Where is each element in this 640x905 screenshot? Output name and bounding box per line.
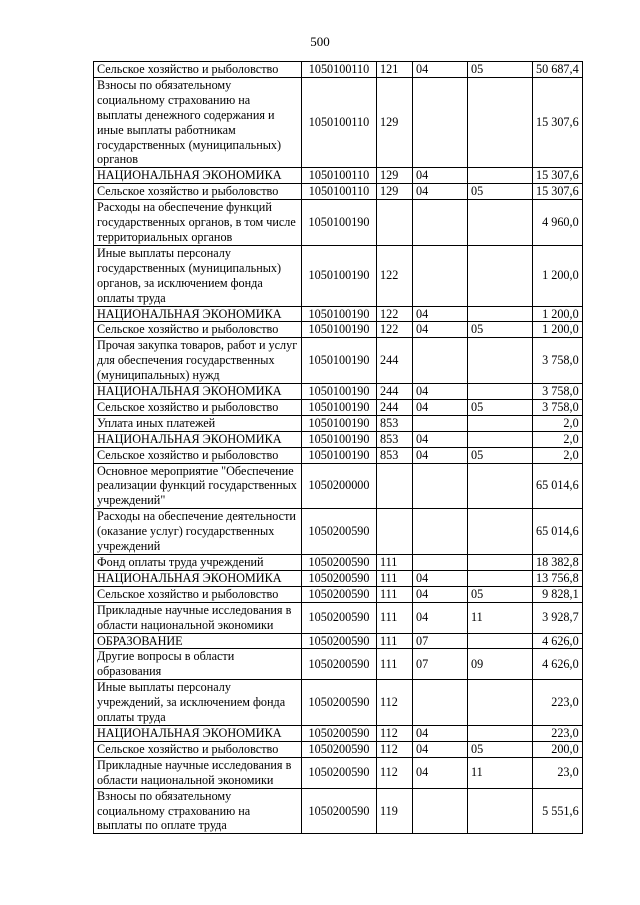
row-section-cell: 04: [413, 168, 468, 184]
table-row: [94, 649, 583, 680]
row-amount-cell: 65 014,6: [533, 509, 583, 555]
row-amount-cell: 4 626,0: [533, 633, 583, 649]
row-amount-cell: 23,0: [533, 757, 583, 788]
row-subsection-cell: [468, 384, 533, 400]
row-subsection-cell: [468, 306, 533, 322]
row-section-cell: 04: [413, 306, 468, 322]
row-amount-cell: 223,0: [533, 725, 583, 741]
row-amount-cell: 13 756,8: [533, 570, 583, 586]
row-subsection-cell: [468, 168, 533, 184]
row-code-cell: 1050100190: [302, 447, 377, 463]
row-name-cell: НАЦИОНАЛЬНАЯ ЭКОНОМИКА: [94, 725, 302, 741]
table-row: [94, 463, 583, 509]
row-section-cell: [413, 200, 468, 246]
row-expense-type-cell: 853: [377, 415, 413, 431]
row-subsection-cell: [468, 555, 533, 571]
row-name-cell: Сельское хозяйство и рыболовство: [94, 741, 302, 757]
row-subsection-cell: [468, 725, 533, 741]
budget-table-body: [94, 62, 583, 834]
table-row: [94, 245, 583, 306]
table-row: [94, 431, 583, 447]
row-code-cell: 1050100110: [302, 77, 377, 167]
row-code-cell: 1050200590: [302, 725, 377, 741]
row-code-cell: 1050200590: [302, 555, 377, 571]
row-expense-type-cell: 129: [377, 168, 413, 184]
table-row: [94, 757, 583, 788]
row-section-cell: [413, 338, 468, 384]
table-row: [94, 322, 583, 338]
table-row: [94, 77, 583, 167]
row-expense-type-cell: 122: [377, 245, 413, 306]
row-code-cell: 1050200590: [302, 741, 377, 757]
table-row: [94, 168, 583, 184]
row-subsection-cell: 11: [468, 602, 533, 633]
row-code-cell: 1050100110: [302, 168, 377, 184]
table-row: [94, 447, 583, 463]
row-subsection-cell: [468, 200, 533, 246]
table-row: [94, 788, 583, 834]
table-row: [94, 555, 583, 571]
row-amount-cell: 50 687,4: [533, 62, 583, 78]
row-expense-type-cell: [377, 200, 413, 246]
row-amount-cell: 3 758,0: [533, 338, 583, 384]
table-row: [94, 741, 583, 757]
row-amount-cell: 4 960,0: [533, 200, 583, 246]
row-subsection-cell: 11: [468, 757, 533, 788]
row-name-cell: Расходы на обеспечение деятельности (оказание услуг) государственных учреждений: [94, 509, 302, 555]
row-code-cell: 1050200590: [302, 570, 377, 586]
row-subsection-cell: [468, 509, 533, 555]
row-expense-type-cell: 244: [377, 338, 413, 384]
row-expense-type-cell: 112: [377, 757, 413, 788]
row-name-cell: НАЦИОНАЛЬНАЯ ЭКОНОМИКА: [94, 570, 302, 586]
row-expense-type-cell: [377, 463, 413, 509]
row-name-cell: НАЦИОНАЛЬНАЯ ЭКОНОМИКА: [94, 306, 302, 322]
row-subsection-cell: 09: [468, 649, 533, 680]
row-amount-cell: 2,0: [533, 431, 583, 447]
row-subsection-cell: 05: [468, 322, 533, 338]
row-expense-type-cell: 112: [377, 680, 413, 726]
row-name-cell: Уплата иных платежей: [94, 415, 302, 431]
row-name-cell: НАЦИОНАЛЬНАЯ ЭКОНОМИКА: [94, 384, 302, 400]
row-name-cell: Иные выплаты персоналу государственных (муниципальных) органов, за исключением фонда оплаты труда: [94, 245, 302, 306]
row-code-cell: 1050100190: [302, 306, 377, 322]
row-expense-type-cell: 111: [377, 602, 413, 633]
row-code-cell: 1050200590: [302, 633, 377, 649]
row-section-cell: [413, 463, 468, 509]
row-code-cell: 1050100110: [302, 184, 377, 200]
row-code-cell: 1050100190: [302, 245, 377, 306]
row-code-cell: 1050200590: [302, 757, 377, 788]
row-amount-cell: 1 200,0: [533, 322, 583, 338]
row-section-cell: 04: [413, 184, 468, 200]
row-code-cell: 1050200590: [302, 788, 377, 834]
table-row: [94, 415, 583, 431]
row-section-cell: [413, 245, 468, 306]
row-subsection-cell: [468, 415, 533, 431]
row-name-cell: Основное мероприятие "Обеспечение реализации функций государственных учреждений": [94, 463, 302, 509]
row-name-cell: Сельское хозяйство и рыболовство: [94, 447, 302, 463]
row-code-cell: 1050200590: [302, 649, 377, 680]
row-amount-cell: 200,0: [533, 741, 583, 757]
row-subsection-cell: [468, 77, 533, 167]
row-name-cell: Взносы по обязательному социальному страхованию на выплаты по оплате труда: [94, 788, 302, 834]
row-name-cell: Прикладные научные исследования в области национальной экономики: [94, 757, 302, 788]
row-section-cell: 04: [413, 757, 468, 788]
table-row: [94, 633, 583, 649]
row-name-cell: ОБРАЗОВАНИЕ: [94, 633, 302, 649]
row-subsection-cell: [468, 338, 533, 384]
row-amount-cell: 15 307,6: [533, 184, 583, 200]
row-section-cell: [413, 415, 468, 431]
row-section-cell: [413, 788, 468, 834]
row-code-cell: 1050100190: [302, 384, 377, 400]
row-subsection-cell: 05: [468, 741, 533, 757]
row-code-cell: 1050100190: [302, 200, 377, 246]
row-section-cell: 04: [413, 431, 468, 447]
row-section-cell: 07: [413, 633, 468, 649]
row-expense-type-cell: 111: [377, 586, 413, 602]
row-name-cell: Иные выплаты персоналу учреждений, за исключением фонда оплаты труда: [94, 680, 302, 726]
row-expense-type-cell: 129: [377, 184, 413, 200]
budget-table: [93, 61, 583, 834]
row-expense-type-cell: 111: [377, 555, 413, 571]
row-name-cell: Сельское хозяйство и рыболовство: [94, 62, 302, 78]
row-subsection-cell: 05: [468, 586, 533, 602]
row-amount-cell: 4 626,0: [533, 649, 583, 680]
page-number: 500: [310, 34, 330, 49]
row-section-cell: 04: [413, 322, 468, 338]
table-row: [94, 602, 583, 633]
table-row: [94, 680, 583, 726]
row-code-cell: 1050100190: [302, 399, 377, 415]
row-amount-cell: 9 828,1: [533, 586, 583, 602]
row-name-cell: Прочая закупка товаров, работ и услуг для обеспечения государственных (муниципальных) нужд: [94, 338, 302, 384]
row-subsection-cell: [468, 788, 533, 834]
row-subsection-cell: 05: [468, 447, 533, 463]
row-name-cell: Сельское хозяйство и рыболовство: [94, 322, 302, 338]
table-row: [94, 570, 583, 586]
row-amount-cell: 3 758,0: [533, 399, 583, 415]
row-expense-type-cell: 853: [377, 431, 413, 447]
row-section-cell: 04: [413, 586, 468, 602]
table-row: [94, 384, 583, 400]
row-amount-cell: 1 200,0: [533, 306, 583, 322]
row-code-cell: 1050100190: [302, 415, 377, 431]
table-row: [94, 399, 583, 415]
row-name-cell: Прикладные научные исследования в области национальной экономики: [94, 602, 302, 633]
row-subsection-cell: [468, 245, 533, 306]
row-expense-type-cell: 121: [377, 62, 413, 78]
row-amount-cell: 15 307,6: [533, 168, 583, 184]
row-amount-cell: 2,0: [533, 447, 583, 463]
row-expense-type-cell: 112: [377, 741, 413, 757]
row-expense-type-cell: 111: [377, 649, 413, 680]
row-section-cell: 04: [413, 384, 468, 400]
row-amount-cell: 65 014,6: [533, 463, 583, 509]
row-name-cell: Взносы по обязательному социальному страхованию на выплаты денежного содержания и иные выплаты работникам государственных (муниципальных) органов: [94, 77, 302, 167]
table-row: [94, 509, 583, 555]
row-name-cell: НАЦИОНАЛЬНАЯ ЭКОНОМИКА: [94, 431, 302, 447]
row-subsection-cell: 05: [468, 62, 533, 78]
row-subsection-cell: [468, 680, 533, 726]
row-expense-type-cell: 111: [377, 570, 413, 586]
row-name-cell: Расходы на обеспечение функций государственных органов, в том числе территориальных органов: [94, 200, 302, 246]
row-name-cell: НАЦИОНАЛЬНАЯ ЭКОНОМИКА: [94, 168, 302, 184]
row-amount-cell: 15 307,6: [533, 77, 583, 167]
row-subsection-cell: 05: [468, 399, 533, 415]
table-row: [94, 338, 583, 384]
row-subsection-cell: 05: [468, 184, 533, 200]
row-amount-cell: 2,0: [533, 415, 583, 431]
table-row: [94, 306, 583, 322]
table-row: [94, 725, 583, 741]
row-name-cell: Сельское хозяйство и рыболовство: [94, 586, 302, 602]
row-code-cell: 1050100110: [302, 62, 377, 78]
row-name-cell: Сельское хозяйство и рыболовство: [94, 184, 302, 200]
row-section-cell: 04: [413, 725, 468, 741]
row-amount-cell: 18 382,8: [533, 555, 583, 571]
table-row: [94, 62, 583, 78]
row-code-cell: 1050200590: [302, 680, 377, 726]
row-expense-type-cell: 244: [377, 399, 413, 415]
row-amount-cell: 223,0: [533, 680, 583, 726]
row-section-cell: 04: [413, 602, 468, 633]
row-expense-type-cell: [377, 509, 413, 555]
row-section-cell: 04: [413, 399, 468, 415]
row-section-cell: [413, 77, 468, 167]
row-code-cell: 1050100190: [302, 431, 377, 447]
row-amount-cell: 3 928,7: [533, 602, 583, 633]
row-expense-type-cell: 111: [377, 633, 413, 649]
table-row: [94, 586, 583, 602]
row-section-cell: [413, 680, 468, 726]
row-expense-type-cell: 853: [377, 447, 413, 463]
row-name-cell: Фонд оплаты труда учреждений: [94, 555, 302, 571]
row-section-cell: 04: [413, 741, 468, 757]
row-expense-type-cell: 244: [377, 384, 413, 400]
row-code-cell: 1050100190: [302, 338, 377, 384]
row-section-cell: [413, 509, 468, 555]
row-name-cell: Другие вопросы в области образования: [94, 649, 302, 680]
row-section-cell: [413, 555, 468, 571]
row-code-cell: 1050200590: [302, 586, 377, 602]
row-code-cell: 1050200590: [302, 602, 377, 633]
row-subsection-cell: [468, 463, 533, 509]
row-expense-type-cell: 119: [377, 788, 413, 834]
table-row: [94, 200, 583, 246]
row-subsection-cell: [468, 570, 533, 586]
row-subsection-cell: [468, 633, 533, 649]
row-section-cell: 04: [413, 62, 468, 78]
row-amount-cell: 5 551,6: [533, 788, 583, 834]
row-expense-type-cell: 112: [377, 725, 413, 741]
row-section-cell: 07: [413, 649, 468, 680]
row-amount-cell: 1 200,0: [533, 245, 583, 306]
row-section-cell: 04: [413, 570, 468, 586]
row-expense-type-cell: 122: [377, 322, 413, 338]
row-code-cell: 1050200000: [302, 463, 377, 509]
table-row: [94, 184, 583, 200]
row-code-cell: 1050200590: [302, 509, 377, 555]
row-section-cell: 04: [413, 447, 468, 463]
row-amount-cell: 3 758,0: [533, 384, 583, 400]
row-expense-type-cell: 129: [377, 77, 413, 167]
row-subsection-cell: [468, 431, 533, 447]
row-name-cell: Сельское хозяйство и рыболовство: [94, 399, 302, 415]
row-code-cell: 1050100190: [302, 322, 377, 338]
row-expense-type-cell: 122: [377, 306, 413, 322]
